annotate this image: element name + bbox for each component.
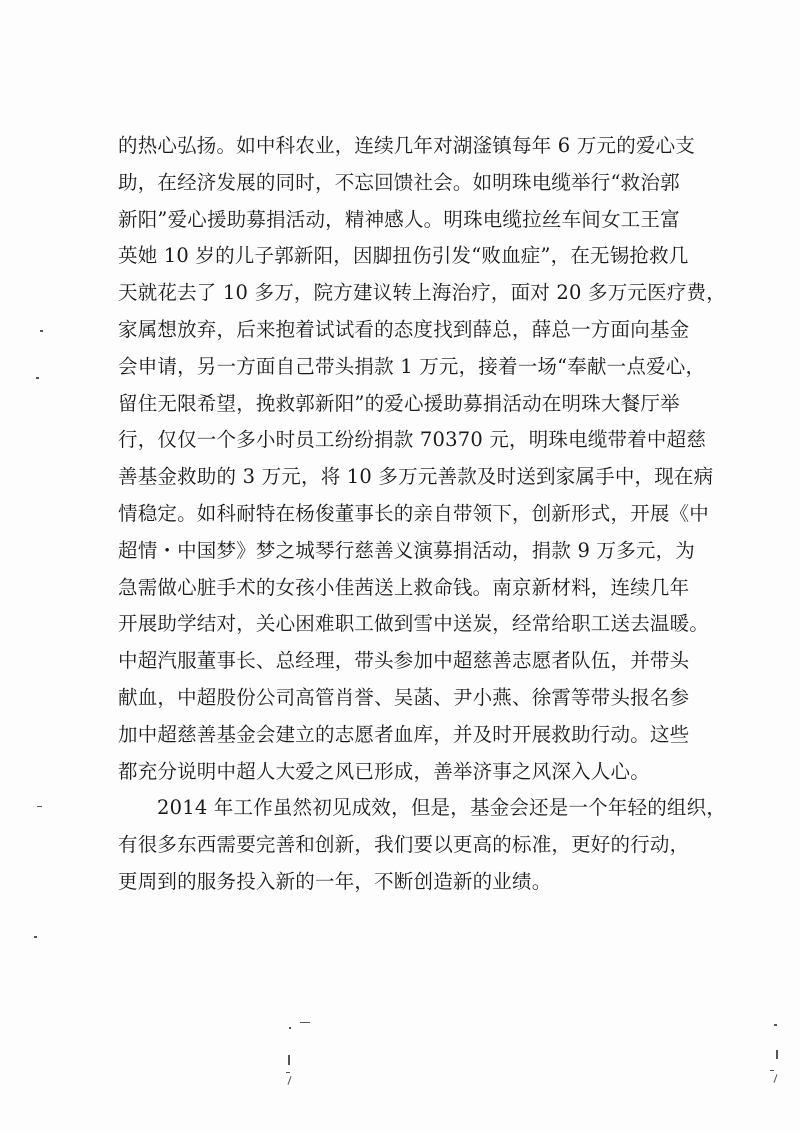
text-line: 留住无限希望，挽救郭新阳”的爱心援助募捐活动在明珠大餐厅举 bbox=[118, 391, 680, 415]
text-line: 有很多东西需要完善和创新，我们要以更高的标准，更好的行动， bbox=[118, 833, 690, 857]
scan-speck bbox=[286, 1072, 290, 1073]
text-line: 助，在经济发展的同时，不忘回馈社会。如明珠电缆举行“救治郭 bbox=[118, 170, 680, 194]
scan-speck bbox=[776, 1050, 778, 1059]
text-line: 开展助学结对，关心困难职工做到雪中送炭，经常给职工送去温暖。 bbox=[118, 612, 710, 636]
scan-speck bbox=[287, 1076, 291, 1085]
paragraph-2 bbox=[118, 790, 727, 900]
scan-speck bbox=[773, 1074, 777, 1083]
text-line: 急需做心脏手术的女孩小佳茜送上救命钱。南京新材料，连续几年 bbox=[118, 575, 690, 599]
scan-speck bbox=[36, 377, 39, 379]
text-line: 善基金救助的 3 万元，将 10 多万元善款及时送到家属手中，现在病 bbox=[118, 465, 714, 489]
text-line: 的热心弘扬。如中科农业，连续几年对湖滏镇每年 6 万元的爱心支 bbox=[118, 134, 696, 157]
text-line: 加中超慈善基金会建立的志愿者血库，并及时开展救助行动。这些 bbox=[118, 722, 690, 746]
text-line: 天就花去了 10 多万，院方建议转上海治疗，面对 20 多万元医疗费， bbox=[118, 281, 726, 305]
text-line: 会申请，另一方面自己带头捐款 1 万元，接着一场“奉献一点爱心， bbox=[118, 354, 706, 378]
text-line: 情稳定。如科耐特在杨俊董事长的亲自带领下，创新形式，开展《中 bbox=[118, 501, 710, 525]
scan-speck bbox=[300, 1022, 310, 1023]
scan-speck bbox=[289, 1027, 291, 1029]
text-line: 2014 年工作虽然初见成效，但是，基金会还是一个年轻的组织， bbox=[157, 796, 727, 820]
text-line: 更周到的服务投入新的一年，不断创造新的业绩。 bbox=[118, 869, 552, 893]
scan-speck bbox=[34, 936, 37, 938]
body-text bbox=[118, 128, 727, 901]
scan-speck bbox=[774, 1024, 777, 1026]
text-line: 都充分说明中超人大爱之风已形成，善举济事之风深入人心。 bbox=[118, 759, 650, 783]
scan-speck bbox=[40, 330, 43, 332]
text-line: 英她 10 岁的儿子郭新阳，因脚扭伤引发“败血症”，在无锡抢救几 bbox=[118, 244, 689, 268]
text-line: 行，仅仅一个多小时员工纷纷捐款 70370 元，明珠电缆带着中超慈 bbox=[118, 428, 707, 452]
scan-speck bbox=[770, 1070, 774, 1071]
paragraph-1 bbox=[118, 128, 726, 790]
text-line: 家属想放弃，后来抱着试试看的态度找到薛总，薛总一方面向基金 bbox=[118, 317, 690, 341]
text-line: 新阳”爱心援助募捐活动，精神感人。明珠电缆拉丝车间女工王富 bbox=[118, 207, 680, 231]
text-line: 献血，中超股份公司高管肖誉、吴菡、尹小燕、徐霄等带头报名参 bbox=[118, 685, 690, 709]
text-line: 中超汽服董事长、总经理，带头参加中超慈善志愿者队伍，并带头 bbox=[118, 649, 690, 673]
scan-speck bbox=[37, 806, 42, 807]
text-line: 超情・中国梦》梦之城琴行慈善义演募捐活动，捐款 9 万多元，为 bbox=[118, 538, 696, 562]
scan-speck bbox=[288, 1055, 290, 1065]
